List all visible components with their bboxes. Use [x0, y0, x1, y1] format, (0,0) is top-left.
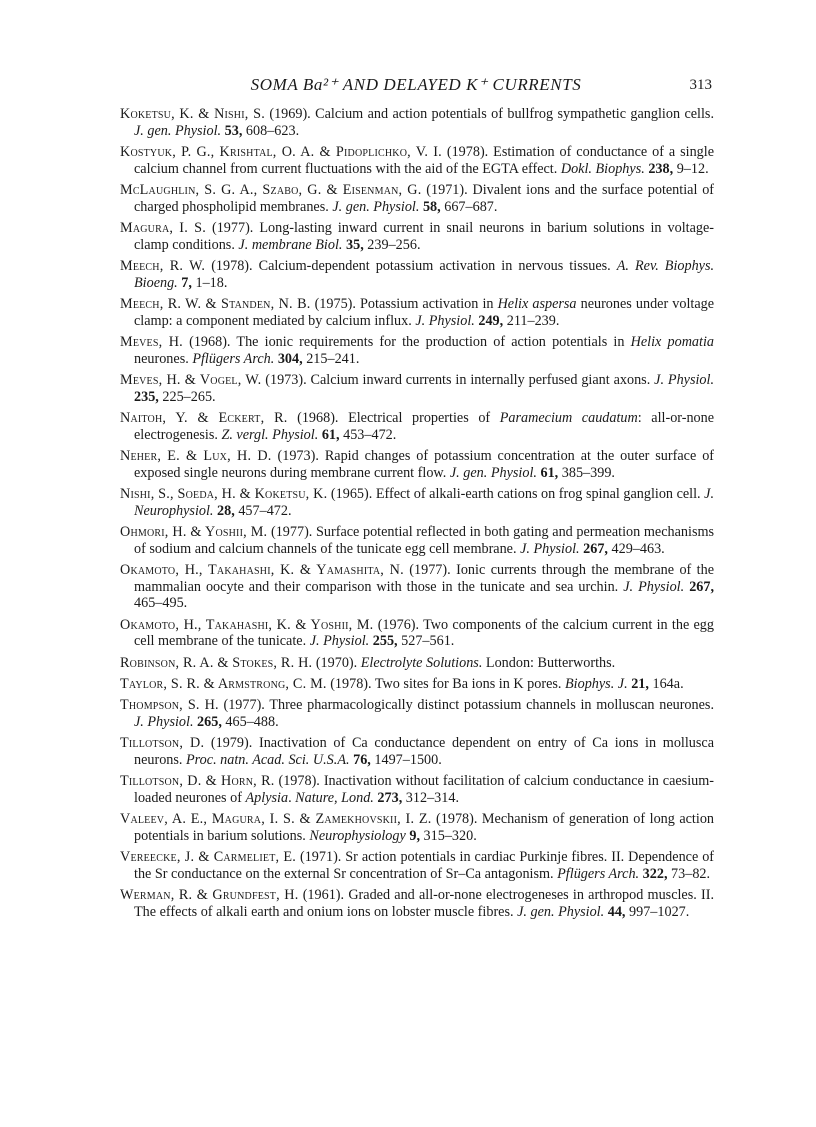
reference-entry: [120, 372, 714, 406]
reference-pages: 667–687.: [444, 198, 498, 215]
reference-pages: 9–12.: [676, 160, 709, 177]
reference-title: Surface potential reflected in both gating and permeation mechanisms of sodium and calcium channels of the tunicate egg cell membrane.: [134, 523, 715, 557]
reference-authors: Meves, H.: [120, 333, 183, 350]
reference-year: (1970).: [315, 654, 358, 671]
reference-volume: 235,: [134, 388, 159, 405]
reference-entry: [120, 887, 714, 921]
reference-year: (1973).: [265, 371, 307, 388]
reference-entry: [120, 296, 714, 330]
reference-authors: Ohmori, H. & Yoshii, M.: [120, 523, 268, 540]
reference-authors: McLaughlin, S. G. A., Szabo, G. & Eisenman, G.: [120, 181, 422, 198]
reference-year: (1965).: [330, 485, 373, 502]
reference-pages: 465–495.: [134, 595, 188, 612]
reference-journal: J. Physiol.: [134, 713, 194, 730]
reference-journal: J. Neurophysiol.: [134, 485, 715, 519]
reference-title-species: Paramecium caudatum: [499, 409, 638, 426]
reference-volume: 238,: [648, 160, 674, 177]
reference-journal: Electrolyte Solutions.: [360, 654, 483, 671]
reference-title: Calcium-dependent potassium activation in nervous tissues.: [258, 257, 611, 274]
reference-authors: Tillotson, D. & Horn, R.: [120, 772, 275, 789]
reference-title-species: Helix aspersa: [497, 295, 577, 312]
reference-title: Two sites for Ba ions in K pores.: [374, 675, 562, 692]
reference-volume: 28,: [217, 502, 235, 519]
reference-title: Divalent ions and the surface potential of charged phospholipid membranes.: [134, 181, 715, 215]
reference-authors: Meech, R. W. & Standen, N. B.: [120, 295, 311, 312]
reference-entry: [120, 220, 714, 254]
reference-journal: J. Physiol.: [415, 312, 475, 329]
reference-year: (1968).: [189, 333, 231, 350]
reference-volume: 61,: [321, 426, 340, 443]
reference-authors: Nishi, S., Soeda, H. & Koketsu, K.: [120, 485, 328, 502]
reference-entry: [120, 849, 714, 883]
reference-authors: Naitoh, Y. & Eckert, R.: [120, 409, 288, 426]
reference-authors: Vereecke, J. & Carmeliet, E.: [120, 848, 297, 865]
reference-entry: [120, 486, 714, 520]
reference-title: Electrical properties of: [348, 409, 491, 426]
reference-pages: 239–256.: [367, 236, 421, 253]
reference-year: (1968).: [297, 409, 339, 426]
reference-authors: Werman, R. & Grundfest, H.: [120, 886, 299, 903]
reference-entry: [120, 448, 714, 482]
reference-year: (1977).: [270, 523, 313, 540]
reference-year: (1973).: [277, 447, 319, 464]
reference-year: (1978).: [330, 675, 372, 692]
reference-authors: Koketsu, K. & Nishi, S.: [120, 106, 265, 122]
reference-year: (1979).: [210, 734, 253, 751]
reference-volume: 44,: [607, 903, 626, 920]
reference-authors: Valeev, A. E., Magura, I. S. & Zamekhovskii, I. Z.: [120, 810, 432, 827]
reference-year: (1977).: [223, 696, 265, 713]
reference-volume: 58,: [422, 198, 441, 215]
reference-year: (1978).: [446, 143, 489, 160]
reference-year: (1976).: [377, 616, 420, 633]
reference-authors: Thompson, S. H.: [120, 696, 219, 713]
reference-entry: [120, 144, 714, 178]
running-title: SOMA Ba²⁺ AND DELAYED K⁺ CURRENTS: [250, 75, 582, 94]
reference-authors: Meech, R. W.: [120, 257, 206, 274]
reference-pages: 315–320.: [423, 827, 477, 844]
reference-volume: 61,: [540, 464, 559, 481]
page-header: [120, 74, 712, 96]
reference-journal: J. gen. Physiol.: [449, 464, 537, 481]
reference-year: (1971).: [426, 181, 468, 198]
reference-volume: 9,: [409, 827, 420, 844]
reference-authors: Magura, I. S.: [120, 219, 206, 236]
reference-authors: Tillotson, D.: [120, 734, 205, 751]
reference-pages: 997–1027.: [629, 903, 690, 920]
reference-list: [120, 106, 714, 925]
reference-pages: 1497–1500.: [374, 751, 442, 768]
reference-year: (1971).: [299, 848, 342, 865]
reference-pages: 457–472.: [238, 502, 292, 519]
reference-title: Graded and all-or-none electrogeneses in arthropod muscles. II. The effects of alkali earth and onium ions on lobster muscle fibres.: [134, 886, 715, 920]
reference-year: (1975).: [314, 295, 356, 312]
reference-title-species: Aplysia: [245, 789, 289, 806]
reference-journal: J. gen. Physiol.: [134, 122, 222, 139]
reference-journal: J. Physiol.: [623, 578, 685, 595]
reference-entry: [120, 524, 714, 558]
reference-entry: [120, 811, 714, 845]
reference-year: (1978).: [278, 772, 320, 789]
reference-journal: Dokl. Biophys.: [560, 160, 645, 177]
reference-volume: 273,: [377, 789, 403, 806]
reference-year: (1978).: [211, 257, 253, 274]
reference-title: The ionic requirements for the production of action potentials in: [236, 333, 625, 350]
reference-entry: [120, 655, 714, 672]
reference-journal: J. membrane Biol.: [238, 236, 343, 253]
reference-title: Inactivation of Ca conductance dependent on entry of Ca ions in mollusca neurons.: [134, 734, 715, 768]
reference-entry: [120, 735, 714, 769]
reference-entry: [120, 676, 714, 693]
reference-volume: 21,: [631, 675, 649, 692]
reference-journal: Biophys. J.: [565, 675, 628, 692]
reference-authors: Neher, E. & Lux, H. D.: [120, 447, 272, 464]
reference-title: Mechanism of generation of long action potentials in barium solutions.: [134, 810, 715, 844]
reference-journal: Pflügers Arch.: [557, 865, 640, 882]
reference-entry: [120, 410, 714, 444]
reference-entry: [120, 697, 714, 731]
reference-journal: J. Physiol.: [654, 371, 715, 388]
reference-title: : all-or-none electrogenesis.: [134, 409, 715, 443]
reference-year: (1977).: [409, 561, 451, 578]
reference-authors: Kostyuk, P. G., Krishtal, O. A. & Pidoplichko, V. I.: [120, 143, 442, 160]
reference-volume: 322,: [642, 865, 668, 882]
reference-entry: [120, 334, 714, 368]
reference-title: .: [288, 789, 292, 806]
reference-pages: 211–239.: [506, 312, 560, 329]
reference-pages: 215–241.: [306, 350, 360, 367]
reference-volume: 304,: [277, 350, 303, 367]
reference-entry: [120, 258, 714, 292]
reference-volume: 267,: [583, 540, 608, 557]
reference-title: Inactivation without facilitation of calcium conductance in caesium-loaded neurones of: [134, 772, 714, 806]
reference-journal: J. Physiol.: [520, 540, 580, 557]
reference-pages: 608–623.: [245, 122, 300, 139]
reference-pages: London: Butterworths.: [485, 654, 616, 671]
reference-volume: 265,: [197, 713, 222, 730]
reference-pages: 453–472.: [343, 426, 397, 443]
reference-journal: Nature, Lond.: [295, 789, 374, 806]
reference-pages: 225–265.: [162, 388, 216, 405]
reference-entry: [120, 773, 714, 807]
reference-title: Rapid changes of potassium concentration at the outer surface of exposed single neurons during membrane current flow.: [134, 447, 715, 481]
reference-title: Three pharmacologically distinct potassium channels in molluscan neurones.: [269, 696, 714, 713]
reference-title: Potassium activation in: [360, 295, 494, 312]
reference-year: (1969).: [269, 106, 311, 122]
reference-journal: J. gen. Physiol.: [332, 198, 420, 215]
reference-year: (1961).: [302, 886, 345, 903]
reference-authors: Meves, H. & Vogel, W.: [120, 371, 262, 388]
reference-volume: 255,: [372, 633, 398, 650]
reference-title: Sr action potentials in cardiac Purkinje fibres. II. Dependence of the Sr conductance on the external Sr concentration of Sr–Ca antagonism.: [134, 848, 715, 882]
reference-volume: 76,: [353, 751, 371, 768]
reference-pages: 1–18.: [195, 274, 228, 291]
reference-pages: 385–399.: [561, 464, 615, 481]
reference-journal: Pflügers Arch.: [192, 350, 275, 367]
reference-entry: [120, 182, 714, 216]
reference-year: (1977).: [211, 219, 254, 236]
reference-authors: Okamoto, H., Takahashi, K. & Yamashita, N.: [120, 561, 404, 578]
reference-pages: 73–82.: [671, 865, 711, 882]
reference-pages: 429–463.: [611, 540, 665, 557]
reference-title: neurones.: [134, 350, 189, 367]
reference-journal: Proc. natn. Acad. Sci. U.S.A.: [186, 751, 350, 768]
reference-volume: 249,: [478, 312, 504, 329]
reference-pages: 465–488.: [225, 713, 279, 730]
reference-title: Ionic currents through the membrane of the mammalian oocyte and their comparison with those in the tunicate and sea urchin.: [134, 561, 715, 595]
reference-volume: 35,: [346, 236, 364, 253]
reference-journal: Z. vergl. Physiol.: [221, 426, 319, 443]
reference-volume: 7,: [181, 274, 192, 291]
reference-pages: 527–561.: [401, 633, 455, 650]
reference-pages: 312–314.: [405, 789, 459, 806]
reference-title: neurones under voltage clamp: a component mediated by calcium influx.: [134, 295, 715, 329]
reference-authors: Taylor, S. R. & Armstrong, C. M.: [120, 675, 327, 692]
reference-title: Two components of the calcium current in the egg cell membrane of the tunicate.: [134, 616, 714, 650]
reference-journal: Neurophysiology: [309, 827, 406, 844]
reference-title: Estimation of conductance of a single calcium channel from current fluctuations with the aid of the EGTA effect.: [134, 143, 715, 177]
reference-journal: A. Rev. Biophys. Bioeng.: [134, 257, 715, 291]
reference-title-species: Helix pomatia: [630, 333, 715, 350]
reference-pages: 164a.: [652, 675, 684, 692]
reference-title: Long-lasting inward current in snail neurons in barium solutions in voltage-clamp conditions.: [134, 219, 714, 253]
reference-authors: Robinson, R. A. & Stokes, R. H.: [120, 654, 313, 671]
reference-entry: [120, 562, 714, 612]
reference-year: (1978).: [436, 810, 478, 827]
reference-journal: J. Physiol.: [309, 633, 370, 650]
reference-journal: J. gen. Physiol.: [517, 903, 605, 920]
reference-volume: 53,: [224, 122, 243, 139]
reference-title: Effect of alkali-earth cations on frog spinal ganglion cell.: [375, 485, 701, 502]
page-number: 313: [689, 77, 712, 93]
reference-title: Calcium inward currents in internally perfused giant axons.: [310, 371, 651, 388]
reference-volume: 267,: [689, 578, 715, 595]
reference-authors: Okamoto, H., Takahashi, K. & Yoshii, M.: [120, 616, 374, 633]
reference-entry: [120, 106, 714, 140]
reference-title: Calcium and action potentials of bullfrog sympathetic ganglion cells.: [315, 106, 715, 122]
reference-entry: [120, 617, 714, 651]
